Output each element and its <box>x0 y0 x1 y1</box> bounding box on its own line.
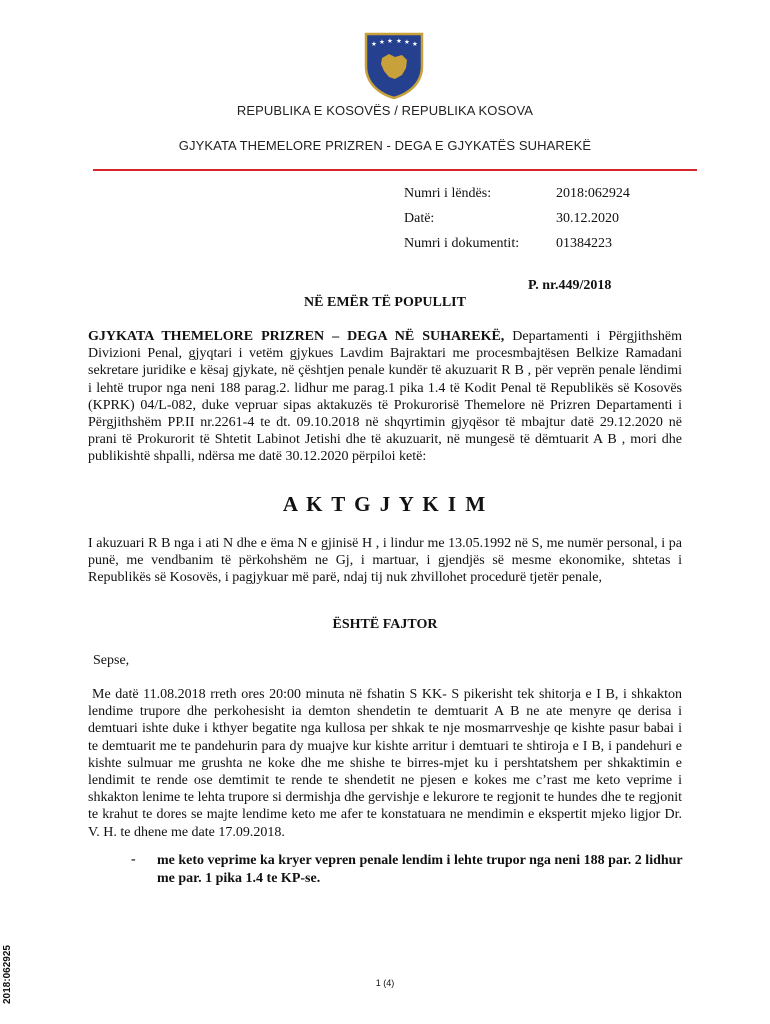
judgment-title: A K T G J Y K I M <box>282 492 488 516</box>
svg-text:★: ★ <box>412 40 418 48</box>
case-number-row <box>404 186 630 202</box>
bullet-dash: - <box>131 852 136 867</box>
case-number-label: Numri i lëndës: <box>404 186 492 201</box>
offense-bullet: me keto veprime ka kryer vepren penale lendim i lehte trupor nga neni 188 par. 2 lidhur me par. 1 pika 1.4 te KP-se. <box>157 853 683 886</box>
date-label: Datë: <box>404 211 435 226</box>
p-number: P. nr.449/2018 <box>528 278 612 293</box>
svg-text:★: ★ <box>371 40 377 48</box>
side-case-code: 2018:062925 <box>2 945 13 1004</box>
republic-heading: REPUBLIKA E KOSOVËS / REPUBLIKA KOSOVA <box>236 103 534 118</box>
header-divider <box>93 169 697 171</box>
intro-court-name: GJYKATA THEMELORE PRIZREN – DEGA NË SUHAREKË, <box>88 329 505 344</box>
court-heading: GJYKATA THEMELORE PRIZREN - DEGA E GJYKATËS SUHAREKË <box>178 138 592 153</box>
page-number: 1 (4) <box>375 978 395 988</box>
facts-paragraph: Me datë 11.08.2018 rreth ores 20:00 minuta në fshatin S KK- S pikerisht tek shitorja e I B, i shkakton lendime trupore dhe perkohesisht ia demton shendetin te demtuarit A B ne ate menyre qe derisa i demtuari ishte duke i kthyer begatite nga kullosa per shkak te nje mosmarrveshje qe kishte pasur babai i te demtuarit me te pandehurin para dy muajve kur kishte arritur i demtuari te shtiroja e I B, i pandehuri e kishte sulmuar me grushta ne koke dhe me shishe te birres-mjet ku i pershtatshem per shkaktimin e lendimit te rende ose demtimit te rende te shendetit ne pjesen e kokes me c’rast me keto veprime i shkakton lenime te lehta trupore si dermishja dhe gervishje e lekurore te regjonit te hundes dhe te regjonit te krahut te dores se majte lendime keto me afer te konstatuara ne mendimin e ekspertit mjeko ligjor Dr. V. H. te dhene me date 17.09.2018. <box>88 687 682 840</box>
accused-paragraph: I akuzuari R B nga i ati N dhe e ëma N e gjinisë H , i lindur me 13.05.1992 në S, me numër personal, i pa punë, me vendbanim të përkohshëm ne Gj, i martuar, i gjendjës së mesme ekonomike, shtetas i Republikës së Kosovës, i pagjykuar më parë, ndaj tij nuk zhvillohet procedurë tjetër penale, <box>88 536 682 586</box>
document-number-value: 01384223 <box>556 236 612 251</box>
document-number-label: Numri i dokumentit: <box>404 236 520 251</box>
because-text: Sepse, <box>93 653 130 668</box>
svg-text:★: ★ <box>387 37 393 45</box>
kosovo-coat-of-arms-icon <box>362 30 426 100</box>
verdict-heading: ËSHTË FAJTOR <box>332 617 438 632</box>
document-number-row <box>404 236 612 252</box>
date-row <box>404 211 619 227</box>
svg-text:★: ★ <box>396 37 402 45</box>
case-number-value: 2018:062924 <box>556 186 630 201</box>
intro-text: Departamenti i Përgjithshëm Divizioni Penal, gjyqtari i vetëm gjykues Lavdim Bajraktari me procesmbajtësen Belkize Ramadani sekretare juridike e kësaj gjykate, në çështjen penale kundër të akuzuarit R B , për veprën penale lëndimi i lehtë trupor nga neni 188 parag.2. lidhur me parag.1 pika 1.4 të Kodit Penal të Republikës së Kosovës (KPRK) 04/L-082, duke vepruar sipas aktakuzës të Prokurorisë Themelore në Prizren Departamenti i Përgjithshëm PP.II nr.2261-4 te dt. 09.10.2018 në shqyrtimin gjyqësor të mbajtur datë 29.12.2020 në prani të Prokurorit të Shtetit Labinot Jetishi dhe të akuzuarit, në mungesë të dëmtuarit A B , mori dhe publikishtë shpalli, ndërsa me datë 30.12.2020 përpiloi ketë: <box>88 329 682 465</box>
svg-text:★: ★ <box>404 38 410 46</box>
svg-text:★: ★ <box>379 38 385 46</box>
date-value: 30.12.2020 <box>556 211 619 226</box>
in-name-heading: NË EMËR TË POPULLIT <box>304 295 466 310</box>
intro-paragraph <box>88 328 682 466</box>
